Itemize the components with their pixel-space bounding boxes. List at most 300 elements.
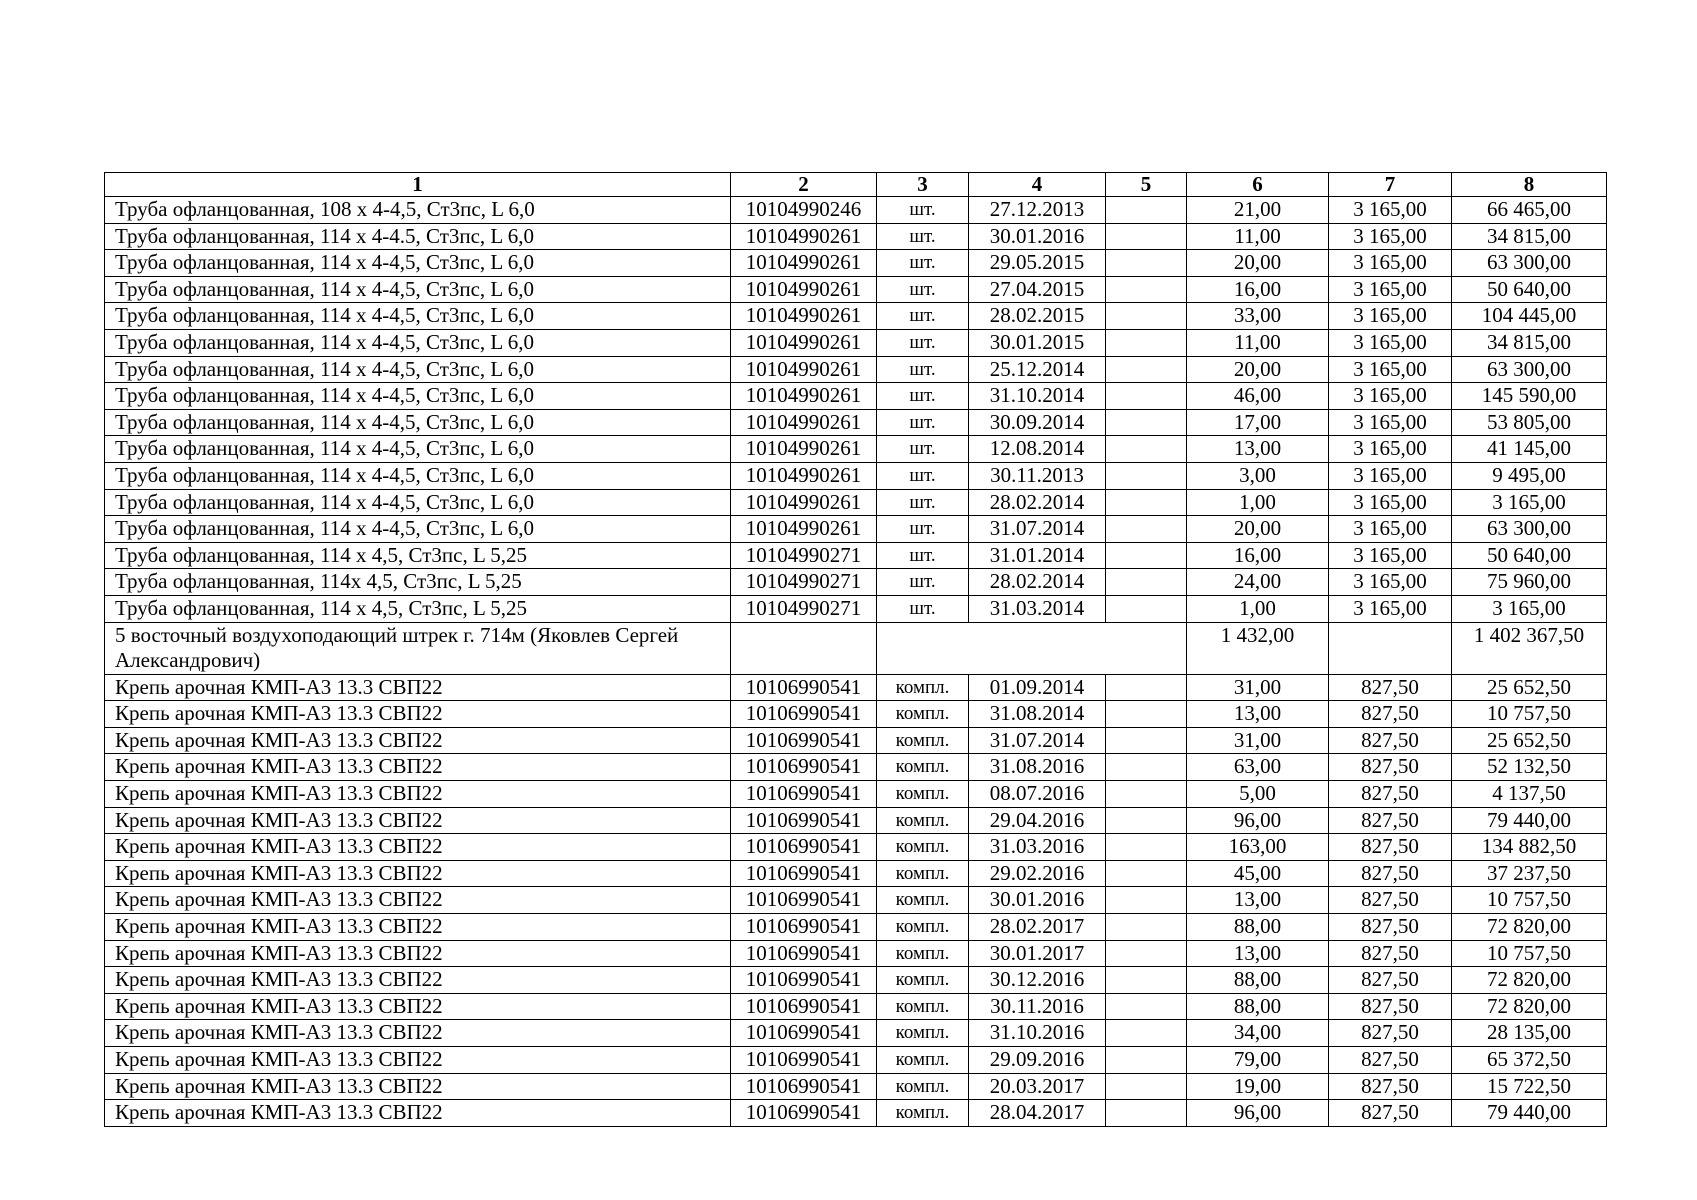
group-sum-cell: 1 402 367,50 bbox=[1452, 622, 1607, 674]
item-quantity-cell: 21,00 bbox=[1187, 197, 1329, 224]
item-sum-cell: 72 820,00 bbox=[1452, 993, 1607, 1020]
item-col5-cell bbox=[1106, 914, 1187, 941]
item-code-cell: 10104990261 bbox=[731, 436, 877, 463]
item-code-cell: 10106990541 bbox=[731, 1047, 877, 1074]
item-sum-cell: 63 300,00 bbox=[1452, 516, 1607, 543]
item-name-cell: Труба офланцованная, 114 х 4,5, Ст3пс, L 5,25 bbox=[105, 595, 731, 622]
item-col5-cell bbox=[1106, 569, 1187, 596]
table-row bbox=[105, 250, 1607, 277]
item-name-cell: Крепь арочная КМП-А3 13.3 СВП22 bbox=[105, 1020, 731, 1047]
item-date-cell: 30.12.2016 bbox=[969, 967, 1106, 994]
item-price-cell: 827,50 bbox=[1329, 1047, 1452, 1074]
column-header: 3 bbox=[877, 173, 969, 197]
item-sum-cell: 10 757,50 bbox=[1452, 940, 1607, 967]
item-unit-cell: компл. bbox=[877, 993, 969, 1020]
header-row bbox=[105, 173, 1607, 197]
item-date-cell: 08.07.2016 bbox=[969, 781, 1106, 808]
table-row bbox=[105, 1047, 1607, 1074]
item-date-cell: 28.04.2017 bbox=[969, 1100, 1106, 1127]
item-name-cell: Крепь арочная КМП-А3 13.3 СВП22 bbox=[105, 834, 731, 861]
item-col5-cell bbox=[1106, 516, 1187, 543]
item-price-cell: 827,50 bbox=[1329, 727, 1452, 754]
item-price-cell: 3 165,00 bbox=[1329, 569, 1452, 596]
item-col5-cell bbox=[1106, 409, 1187, 436]
item-quantity-cell: 45,00 bbox=[1187, 860, 1329, 887]
item-unit-cell: шт. bbox=[877, 250, 969, 277]
item-price-cell: 3 165,00 bbox=[1329, 436, 1452, 463]
item-price-cell: 3 165,00 bbox=[1329, 197, 1452, 224]
column-header: 4 bbox=[969, 173, 1106, 197]
item-name-cell: Крепь арочная КМП-А3 13.3 СВП22 bbox=[105, 993, 731, 1020]
item-code-cell: 10106990541 bbox=[731, 834, 877, 861]
item-col5-cell bbox=[1106, 329, 1187, 356]
item-name-cell: Крепь арочная КМП-А3 13.3 СВП22 bbox=[105, 1100, 731, 1127]
table-row bbox=[105, 569, 1607, 596]
table-row bbox=[105, 223, 1607, 250]
table-row bbox=[105, 727, 1607, 754]
item-date-cell: 28.02.2017 bbox=[969, 914, 1106, 941]
table-row bbox=[105, 489, 1607, 516]
column-header: 7 bbox=[1329, 173, 1452, 197]
item-col5-cell bbox=[1106, 1100, 1187, 1127]
item-col5-cell bbox=[1106, 807, 1187, 834]
item-date-cell: 28.02.2015 bbox=[969, 303, 1106, 330]
item-sum-cell: 50 640,00 bbox=[1452, 276, 1607, 303]
item-code-cell: 10104990261 bbox=[731, 516, 877, 543]
item-date-cell: 30.01.2016 bbox=[969, 223, 1106, 250]
item-name-cell: Труба офланцованная, 114 х 4-4.5, Ст3пс, L 6,0 bbox=[105, 223, 731, 250]
item-date-cell: 25.12.2014 bbox=[969, 356, 1106, 383]
item-name-cell: Труба офланцованная, 114 х 4-4,5, Ст3пс, L 6,0 bbox=[105, 329, 731, 356]
item-col5-cell bbox=[1106, 834, 1187, 861]
item-unit-cell: компл. bbox=[877, 807, 969, 834]
item-unit-cell: компл. bbox=[877, 1100, 969, 1127]
item-quantity-cell: 20,00 bbox=[1187, 516, 1329, 543]
item-quantity-cell: 11,00 bbox=[1187, 329, 1329, 356]
item-name-cell: Труба офланцованная, 114 х 4-4,5, Ст3пс, L 6,0 bbox=[105, 303, 731, 330]
item-date-cell: 30.01.2015 bbox=[969, 329, 1106, 356]
item-sum-cell: 72 820,00 bbox=[1452, 967, 1607, 994]
item-unit-cell: компл. bbox=[877, 1073, 969, 1100]
item-quantity-cell: 31,00 bbox=[1187, 727, 1329, 754]
table-row bbox=[105, 383, 1607, 410]
item-price-cell: 3 165,00 bbox=[1329, 303, 1452, 330]
item-col5-cell bbox=[1106, 1020, 1187, 1047]
table-row bbox=[105, 701, 1607, 728]
item-unit-cell: шт. bbox=[877, 436, 969, 463]
item-code-cell: 10104990261 bbox=[731, 250, 877, 277]
item-date-cell: 29.09.2016 bbox=[969, 1047, 1106, 1074]
item-quantity-cell: 34,00 bbox=[1187, 1020, 1329, 1047]
table-row bbox=[105, 967, 1607, 994]
item-quantity-cell: 5,00 bbox=[1187, 781, 1329, 808]
item-sum-cell: 75 960,00 bbox=[1452, 569, 1607, 596]
item-col5-cell bbox=[1106, 701, 1187, 728]
item-price-cell: 3 165,00 bbox=[1329, 276, 1452, 303]
table-row bbox=[105, 197, 1607, 224]
table-row bbox=[105, 754, 1607, 781]
item-price-cell: 827,50 bbox=[1329, 674, 1452, 701]
item-sum-cell: 28 135,00 bbox=[1452, 1020, 1607, 1047]
item-price-cell: 827,50 bbox=[1329, 940, 1452, 967]
table-row bbox=[105, 914, 1607, 941]
item-name-cell: Труба офланцованная, 114 х 4-4,5, Ст3пс, L 6,0 bbox=[105, 489, 731, 516]
inventory-table bbox=[104, 172, 1607, 1127]
item-unit-cell: компл. bbox=[877, 1020, 969, 1047]
item-name-cell: Крепь арочная КМП-А3 13.3 СВП22 bbox=[105, 967, 731, 994]
item-col5-cell bbox=[1106, 436, 1187, 463]
item-sum-cell: 25 652,50 bbox=[1452, 727, 1607, 754]
group-empty-cell bbox=[731, 622, 877, 674]
item-date-cell: 29.02.2016 bbox=[969, 860, 1106, 887]
item-quantity-cell: 19,00 bbox=[1187, 1073, 1329, 1100]
item-unit-cell: шт. bbox=[877, 462, 969, 489]
item-price-cell: 3 165,00 bbox=[1329, 489, 1452, 516]
item-unit-cell: шт. bbox=[877, 569, 969, 596]
table-row bbox=[105, 542, 1607, 569]
item-name-cell: Крепь арочная КМП-А3 13.3 СВП22 bbox=[105, 887, 731, 914]
table-row bbox=[105, 887, 1607, 914]
item-price-cell: 3 165,00 bbox=[1329, 383, 1452, 410]
item-quantity-cell: 79,00 bbox=[1187, 1047, 1329, 1074]
item-sum-cell: 15 722,50 bbox=[1452, 1073, 1607, 1100]
item-date-cell: 31.08.2014 bbox=[969, 701, 1106, 728]
item-sum-cell: 3 165,00 bbox=[1452, 489, 1607, 516]
table-row bbox=[105, 356, 1607, 383]
item-col5-cell bbox=[1106, 303, 1187, 330]
item-unit-cell: шт. bbox=[877, 595, 969, 622]
item-sum-cell: 10 757,50 bbox=[1452, 701, 1607, 728]
item-col5-cell bbox=[1106, 727, 1187, 754]
item-quantity-cell: 88,00 bbox=[1187, 993, 1329, 1020]
group-row bbox=[105, 622, 1607, 674]
item-price-cell: 3 165,00 bbox=[1329, 542, 1452, 569]
item-price-cell: 3 165,00 bbox=[1329, 329, 1452, 356]
table-row bbox=[105, 462, 1607, 489]
item-code-cell: 10104990271 bbox=[731, 569, 877, 596]
item-sum-cell: 4 137,50 bbox=[1452, 781, 1607, 808]
item-col5-cell bbox=[1106, 356, 1187, 383]
item-date-cell: 30.09.2014 bbox=[969, 409, 1106, 436]
item-name-cell: Крепь арочная КМП-А3 13.3 СВП22 bbox=[105, 674, 731, 701]
item-name-cell: Крепь арочная КМП-А3 13.3 СВП22 bbox=[105, 754, 731, 781]
column-header: 6 bbox=[1187, 173, 1329, 197]
item-quantity-cell: 88,00 bbox=[1187, 967, 1329, 994]
item-unit-cell: компл. bbox=[877, 834, 969, 861]
item-unit-cell: компл. bbox=[877, 781, 969, 808]
item-unit-cell: шт. bbox=[877, 356, 969, 383]
item-sum-cell: 79 440,00 bbox=[1452, 1100, 1607, 1127]
item-name-cell: Труба офланцованная, 108 х 4-4,5, Ст3пс, L 6,0 bbox=[105, 197, 731, 224]
item-code-cell: 10106990541 bbox=[731, 754, 877, 781]
item-quantity-cell: 17,00 bbox=[1187, 409, 1329, 436]
item-col5-cell bbox=[1106, 887, 1187, 914]
item-col5-cell bbox=[1106, 1073, 1187, 1100]
item-quantity-cell: 96,00 bbox=[1187, 1100, 1329, 1127]
item-sum-cell: 50 640,00 bbox=[1452, 542, 1607, 569]
item-col5-cell bbox=[1106, 781, 1187, 808]
table-row bbox=[105, 674, 1607, 701]
item-name-cell: Труба офланцованная, 114 х 4-4,5, Ст3пс, L 6,0 bbox=[105, 436, 731, 463]
item-price-cell: 827,50 bbox=[1329, 860, 1452, 887]
item-code-cell: 10104990261 bbox=[731, 329, 877, 356]
item-code-cell: 10106990541 bbox=[731, 887, 877, 914]
item-price-cell: 827,50 bbox=[1329, 993, 1452, 1020]
item-price-cell: 3 165,00 bbox=[1329, 409, 1452, 436]
item-name-cell: Крепь арочная КМП-А3 13.3 СВП22 bbox=[105, 1047, 731, 1074]
item-code-cell: 10106990541 bbox=[731, 940, 877, 967]
item-code-cell: 10106990541 bbox=[731, 1073, 877, 1100]
item-price-cell: 3 165,00 bbox=[1329, 462, 1452, 489]
item-sum-cell: 34 815,00 bbox=[1452, 329, 1607, 356]
item-price-cell: 3 165,00 bbox=[1329, 516, 1452, 543]
item-col5-cell bbox=[1106, 462, 1187, 489]
item-unit-cell: компл. bbox=[877, 914, 969, 941]
item-quantity-cell: 11,00 bbox=[1187, 223, 1329, 250]
item-unit-cell: компл. bbox=[877, 940, 969, 967]
item-code-cell: 10106990541 bbox=[731, 993, 877, 1020]
item-price-cell: 3 165,00 bbox=[1329, 223, 1452, 250]
item-price-cell: 827,50 bbox=[1329, 914, 1452, 941]
group-empty-cell bbox=[1329, 622, 1452, 674]
item-date-cell: 29.05.2015 bbox=[969, 250, 1106, 277]
item-col5-cell bbox=[1106, 940, 1187, 967]
item-quantity-cell: 1,00 bbox=[1187, 595, 1329, 622]
column-header: 1 bbox=[105, 173, 731, 197]
item-unit-cell: шт. bbox=[877, 276, 969, 303]
item-sum-cell: 79 440,00 bbox=[1452, 807, 1607, 834]
group-name-cell: 5 восточный воздухоподающий штрек г. 714м (Яковлев Сергей Александрович) bbox=[105, 622, 731, 674]
item-quantity-cell: 88,00 bbox=[1187, 914, 1329, 941]
item-date-cell: 31.08.2016 bbox=[969, 754, 1106, 781]
item-name-cell: Крепь арочная КМП-А3 13.3 СВП22 bbox=[105, 914, 731, 941]
item-col5-cell bbox=[1106, 489, 1187, 516]
item-quantity-cell: 33,00 bbox=[1187, 303, 1329, 330]
item-quantity-cell: 96,00 bbox=[1187, 807, 1329, 834]
item-code-cell: 10106990541 bbox=[731, 967, 877, 994]
item-sum-cell: 37 237,50 bbox=[1452, 860, 1607, 887]
item-sum-cell: 10 757,50 bbox=[1452, 887, 1607, 914]
item-price-cell: 827,50 bbox=[1329, 1100, 1452, 1127]
group-empty-cell bbox=[877, 622, 1187, 674]
item-price-cell: 827,50 bbox=[1329, 754, 1452, 781]
item-date-cell: 27.04.2015 bbox=[969, 276, 1106, 303]
item-quantity-cell: 20,00 bbox=[1187, 250, 1329, 277]
item-date-cell: 27.12.2013 bbox=[969, 197, 1106, 224]
item-date-cell: 01.09.2014 bbox=[969, 674, 1106, 701]
item-quantity-cell: 16,00 bbox=[1187, 276, 1329, 303]
table-row bbox=[105, 1020, 1607, 1047]
item-col5-cell bbox=[1106, 1047, 1187, 1074]
table-row bbox=[105, 781, 1607, 808]
item-unit-cell: компл. bbox=[877, 1047, 969, 1074]
item-code-cell: 10106990541 bbox=[731, 701, 877, 728]
item-unit-cell: шт. bbox=[877, 542, 969, 569]
item-date-cell: 31.01.2014 bbox=[969, 542, 1106, 569]
item-sum-cell: 52 132,50 bbox=[1452, 754, 1607, 781]
item-quantity-cell: 13,00 bbox=[1187, 887, 1329, 914]
item-name-cell: Труба офланцованная, 114 х 4-4,5, Ст3пс, L 6,0 bbox=[105, 356, 731, 383]
item-price-cell: 827,50 bbox=[1329, 887, 1452, 914]
item-quantity-cell: 46,00 bbox=[1187, 383, 1329, 410]
item-name-cell: Труба офланцованная, 114 х 4-4,5, Ст3пс, L 6,0 bbox=[105, 409, 731, 436]
item-sum-cell: 134 882,50 bbox=[1452, 834, 1607, 861]
item-code-cell: 10106990541 bbox=[731, 860, 877, 887]
table-row bbox=[105, 834, 1607, 861]
item-quantity-cell: 163,00 bbox=[1187, 834, 1329, 861]
table-row bbox=[105, 329, 1607, 356]
table-row bbox=[105, 276, 1607, 303]
item-name-cell: Труба офланцованная, 114 х 4-4,5, Ст3пс, L 6,0 bbox=[105, 516, 731, 543]
item-quantity-cell: 20,00 bbox=[1187, 356, 1329, 383]
item-unit-cell: шт. bbox=[877, 303, 969, 330]
table-row bbox=[105, 436, 1607, 463]
item-code-cell: 10106990541 bbox=[731, 914, 877, 941]
table-body bbox=[105, 197, 1607, 1127]
item-code-cell: 10104990261 bbox=[731, 276, 877, 303]
item-name-cell: Крепь арочная КМП-А3 13.3 СВП22 bbox=[105, 940, 731, 967]
item-date-cell: 30.01.2016 bbox=[969, 887, 1106, 914]
item-unit-cell: компл. bbox=[877, 887, 969, 914]
item-sum-cell: 66 465,00 bbox=[1452, 197, 1607, 224]
item-code-cell: 10104990246 bbox=[731, 197, 877, 224]
item-col5-cell bbox=[1106, 967, 1187, 994]
item-code-cell: 10104990261 bbox=[731, 383, 877, 410]
item-quantity-cell: 1,00 bbox=[1187, 489, 1329, 516]
item-name-cell: Труба офланцованная, 114 х 4-4,5, Ст3пс, L 6,0 bbox=[105, 462, 731, 489]
item-col5-cell bbox=[1106, 197, 1187, 224]
item-unit-cell: компл. bbox=[877, 727, 969, 754]
item-unit-cell: шт. bbox=[877, 383, 969, 410]
item-code-cell: 10104990271 bbox=[731, 542, 877, 569]
item-quantity-cell: 13,00 bbox=[1187, 701, 1329, 728]
item-quantity-cell: 3,00 bbox=[1187, 462, 1329, 489]
item-date-cell: 20.03.2017 bbox=[969, 1073, 1106, 1100]
item-name-cell: Труба офланцованная, 114 х 4-4,5, Ст3пс, L 6,0 bbox=[105, 276, 731, 303]
item-name-cell: Труба офланцованная, 114х 4,5, Ст3пс, L 5,25 bbox=[105, 569, 731, 596]
item-unit-cell: компл. bbox=[877, 860, 969, 887]
table-row bbox=[105, 993, 1607, 1020]
item-date-cell: 31.10.2014 bbox=[969, 383, 1106, 410]
item-date-cell: 29.04.2016 bbox=[969, 807, 1106, 834]
item-sum-cell: 63 300,00 bbox=[1452, 250, 1607, 277]
item-col5-cell bbox=[1106, 542, 1187, 569]
item-sum-cell: 3 165,00 bbox=[1452, 595, 1607, 622]
item-unit-cell: шт. bbox=[877, 516, 969, 543]
table-row bbox=[105, 595, 1607, 622]
item-name-cell: Труба офланцованная, 114 х 4-4,5, Ст3пс, L 6,0 bbox=[105, 383, 731, 410]
table-row bbox=[105, 303, 1607, 330]
item-unit-cell: компл. bbox=[877, 754, 969, 781]
table-row bbox=[105, 940, 1607, 967]
item-code-cell: 10104990261 bbox=[731, 489, 877, 516]
item-sum-cell: 9 495,00 bbox=[1452, 462, 1607, 489]
item-quantity-cell: 13,00 bbox=[1187, 940, 1329, 967]
item-quantity-cell: 13,00 bbox=[1187, 436, 1329, 463]
item-date-cell: 31.03.2014 bbox=[969, 595, 1106, 622]
item-sum-cell: 65 372,50 bbox=[1452, 1047, 1607, 1074]
column-header: 2 bbox=[731, 173, 877, 197]
item-unit-cell: шт. bbox=[877, 409, 969, 436]
table-row bbox=[105, 516, 1607, 543]
item-quantity-cell: 63,00 bbox=[1187, 754, 1329, 781]
item-name-cell: Крепь арочная КМП-А3 13.3 СВП22 bbox=[105, 781, 731, 808]
item-code-cell: 10104990261 bbox=[731, 223, 877, 250]
item-price-cell: 827,50 bbox=[1329, 781, 1452, 808]
group-quantity-cell: 1 432,00 bbox=[1187, 622, 1329, 674]
item-name-cell: Крепь арочная КМП-А3 13.3 СВП22 bbox=[105, 1073, 731, 1100]
item-name-cell: Крепь арочная КМП-А3 13.3 СВП22 bbox=[105, 807, 731, 834]
item-col5-cell bbox=[1106, 250, 1187, 277]
item-col5-cell bbox=[1106, 993, 1187, 1020]
item-code-cell: 10104990271 bbox=[731, 595, 877, 622]
item-price-cell: 3 165,00 bbox=[1329, 595, 1452, 622]
item-unit-cell: компл. bbox=[877, 967, 969, 994]
item-price-cell: 827,50 bbox=[1329, 1020, 1452, 1047]
item-col5-cell bbox=[1106, 276, 1187, 303]
item-col5-cell bbox=[1106, 595, 1187, 622]
item-unit-cell: компл. bbox=[877, 701, 969, 728]
table-row bbox=[105, 807, 1607, 834]
item-col5-cell bbox=[1106, 674, 1187, 701]
item-col5-cell bbox=[1106, 860, 1187, 887]
column-header: 8 bbox=[1452, 173, 1607, 197]
item-price-cell: 3 165,00 bbox=[1329, 250, 1452, 277]
item-code-cell: 10104990261 bbox=[731, 303, 877, 330]
table-row bbox=[105, 860, 1607, 887]
item-code-cell: 10106990541 bbox=[731, 1100, 877, 1127]
item-code-cell: 10104990261 bbox=[731, 356, 877, 383]
item-code-cell: 10106990541 bbox=[731, 1020, 877, 1047]
item-date-cell: 31.07.2014 bbox=[969, 727, 1106, 754]
item-date-cell: 28.02.2014 bbox=[969, 569, 1106, 596]
item-unit-cell: шт. bbox=[877, 329, 969, 356]
item-col5-cell bbox=[1106, 223, 1187, 250]
item-unit-cell: шт. bbox=[877, 197, 969, 224]
table-row bbox=[105, 409, 1607, 436]
item-date-cell: 31.03.2016 bbox=[969, 834, 1106, 861]
item-col5-cell bbox=[1106, 383, 1187, 410]
item-sum-cell: 145 590,00 bbox=[1452, 383, 1607, 410]
item-name-cell: Труба офланцованная, 114 х 4-4,5, Ст3пс, L 6,0 bbox=[105, 250, 731, 277]
item-price-cell: 827,50 bbox=[1329, 1073, 1452, 1100]
item-unit-cell: шт. bbox=[877, 223, 969, 250]
item-sum-cell: 63 300,00 bbox=[1452, 356, 1607, 383]
item-date-cell: 28.02.2014 bbox=[969, 489, 1106, 516]
item-code-cell: 10106990541 bbox=[731, 781, 877, 808]
table-row bbox=[105, 1073, 1607, 1100]
item-price-cell: 827,50 bbox=[1329, 807, 1452, 834]
item-sum-cell: 53 805,00 bbox=[1452, 409, 1607, 436]
item-code-cell: 10106990541 bbox=[731, 807, 877, 834]
item-col5-cell bbox=[1106, 754, 1187, 781]
item-unit-cell: компл. bbox=[877, 674, 969, 701]
item-code-cell: 10106990541 bbox=[731, 727, 877, 754]
item-code-cell: 10106990541 bbox=[731, 674, 877, 701]
item-date-cell: 30.11.2013 bbox=[969, 462, 1106, 489]
column-header: 5 bbox=[1106, 173, 1187, 197]
item-sum-cell: 41 145,00 bbox=[1452, 436, 1607, 463]
item-date-cell: 31.10.2016 bbox=[969, 1020, 1106, 1047]
item-price-cell: 3 165,00 bbox=[1329, 356, 1452, 383]
item-name-cell: Труба офланцованная, 114 х 4,5, Ст3пс, L 5,25 bbox=[105, 542, 731, 569]
item-date-cell: 31.07.2014 bbox=[969, 516, 1106, 543]
item-quantity-cell: 24,00 bbox=[1187, 569, 1329, 596]
item-name-cell: Крепь арочная КМП-А3 13.3 СВП22 bbox=[105, 701, 731, 728]
item-price-cell: 827,50 bbox=[1329, 701, 1452, 728]
item-sum-cell: 25 652,50 bbox=[1452, 674, 1607, 701]
item-code-cell: 10104990261 bbox=[731, 409, 877, 436]
